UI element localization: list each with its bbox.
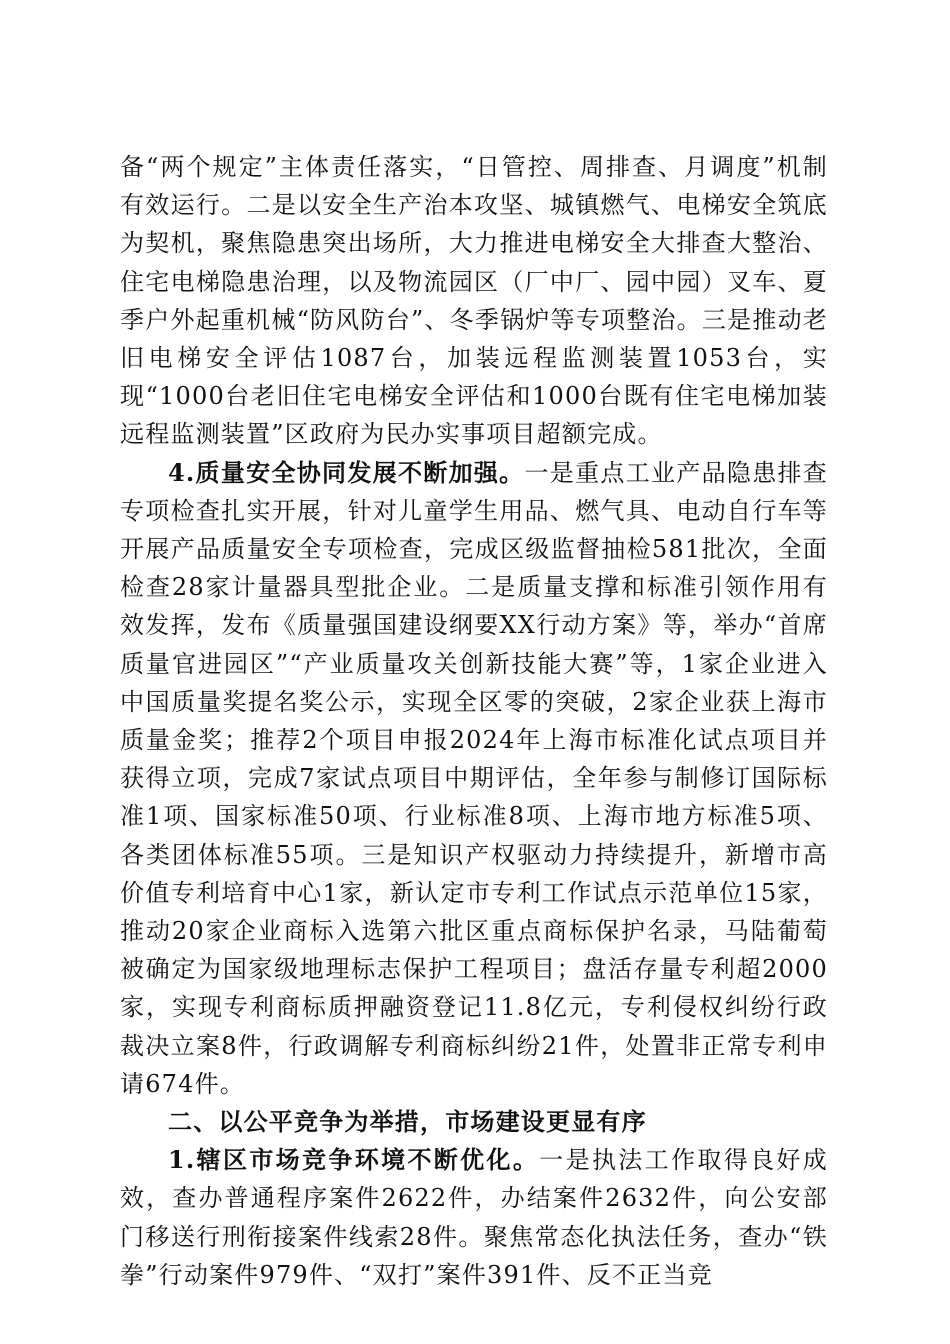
paragraph-continuation xyxy=(120,148,828,454)
paragraph-market-competition xyxy=(120,1141,828,1294)
section-heading: 二、以公平竞争为举措，市场建设更显有序 xyxy=(168,1108,647,1137)
paragraph-lead: 4.质量安全协同发展不断加强。 xyxy=(168,457,525,487)
paragraph-quality-safety xyxy=(120,454,828,1103)
paragraph-text: 一是执法工作取得良好成效，查办普通程序案件2622件，办结案件2632件，向公安部门移送行刑衔接案件线索28件。聚焦常态化执法任务，查办“铁拳”行动案件979件、“双打”案件391件、反不正当竞 xyxy=(120,1146,828,1289)
paragraph-lead: 1.辖区市场竞争环境不断优化。 xyxy=(168,1145,540,1175)
document-body xyxy=(120,148,828,1294)
paragraph-text: 备“两个规定”主体责任落实，“日管控、周排查、月调度”机制有效运行。二是以安全生产治本攻坚、城镇燃气、电梯安全筑底为契机，聚焦隐患突出场所，大力推进电梯安全大排查大整治、住宅电梯隐患治理，以及物流园区（厂中厂、园中园）叉车、夏季户外起重机械“防风防台”、冬季锅炉等专项整治。三是推动老旧电梯安全评估1087台，加装远程监测装置1053台，实现“1000台老旧住宅电梯安全评估和1000台既有住宅电梯加装远程监测装置”区政府为民办实事项目超额完成。 xyxy=(120,153,828,449)
paragraph-text: 一是重点工业产品隐患排查专项检查扎实开展，针对儿童学生用品、燃气具、电动自行车等开展产品质量安全专项检查，完成区级监督抽检581批次，全面检查28家计量器具型批企业。二是质量支撑和标准引领作用有效发挥，发布《质量强国建设纲要XX行动方案》等，举办“首席质量官进园区”“产业质量攻关创新技能大赛”等，1家企业进入中国质量奖提名奖公示，实现全区零的突破，2家企业获上海市质量金奖；推荐2个项目申报2024年上海市标准化试点项目并获得立项，完成7家试点项目中期评估，全年参与制修订国际标准1项、国家标准50项、行业标准8项、上海市地方标准5项、各类团体标准55项。三是知识产权驱动力持续提升，新增市高价值专利培育中心1家，新认定市专利工作试点示范单位15家，推动20家企业商标入选第六批区重点商标保护名录，马陆葡萄被确定为国家级地理标志保护工程项目；盘活存量专利超2000家，实现专利商标质押融资登记11.8亿元，专利侵权纠纷行政裁决立案8件，行政调解专利商标纠纷21件，处置非正常专利申请674件。 xyxy=(120,458,828,1098)
